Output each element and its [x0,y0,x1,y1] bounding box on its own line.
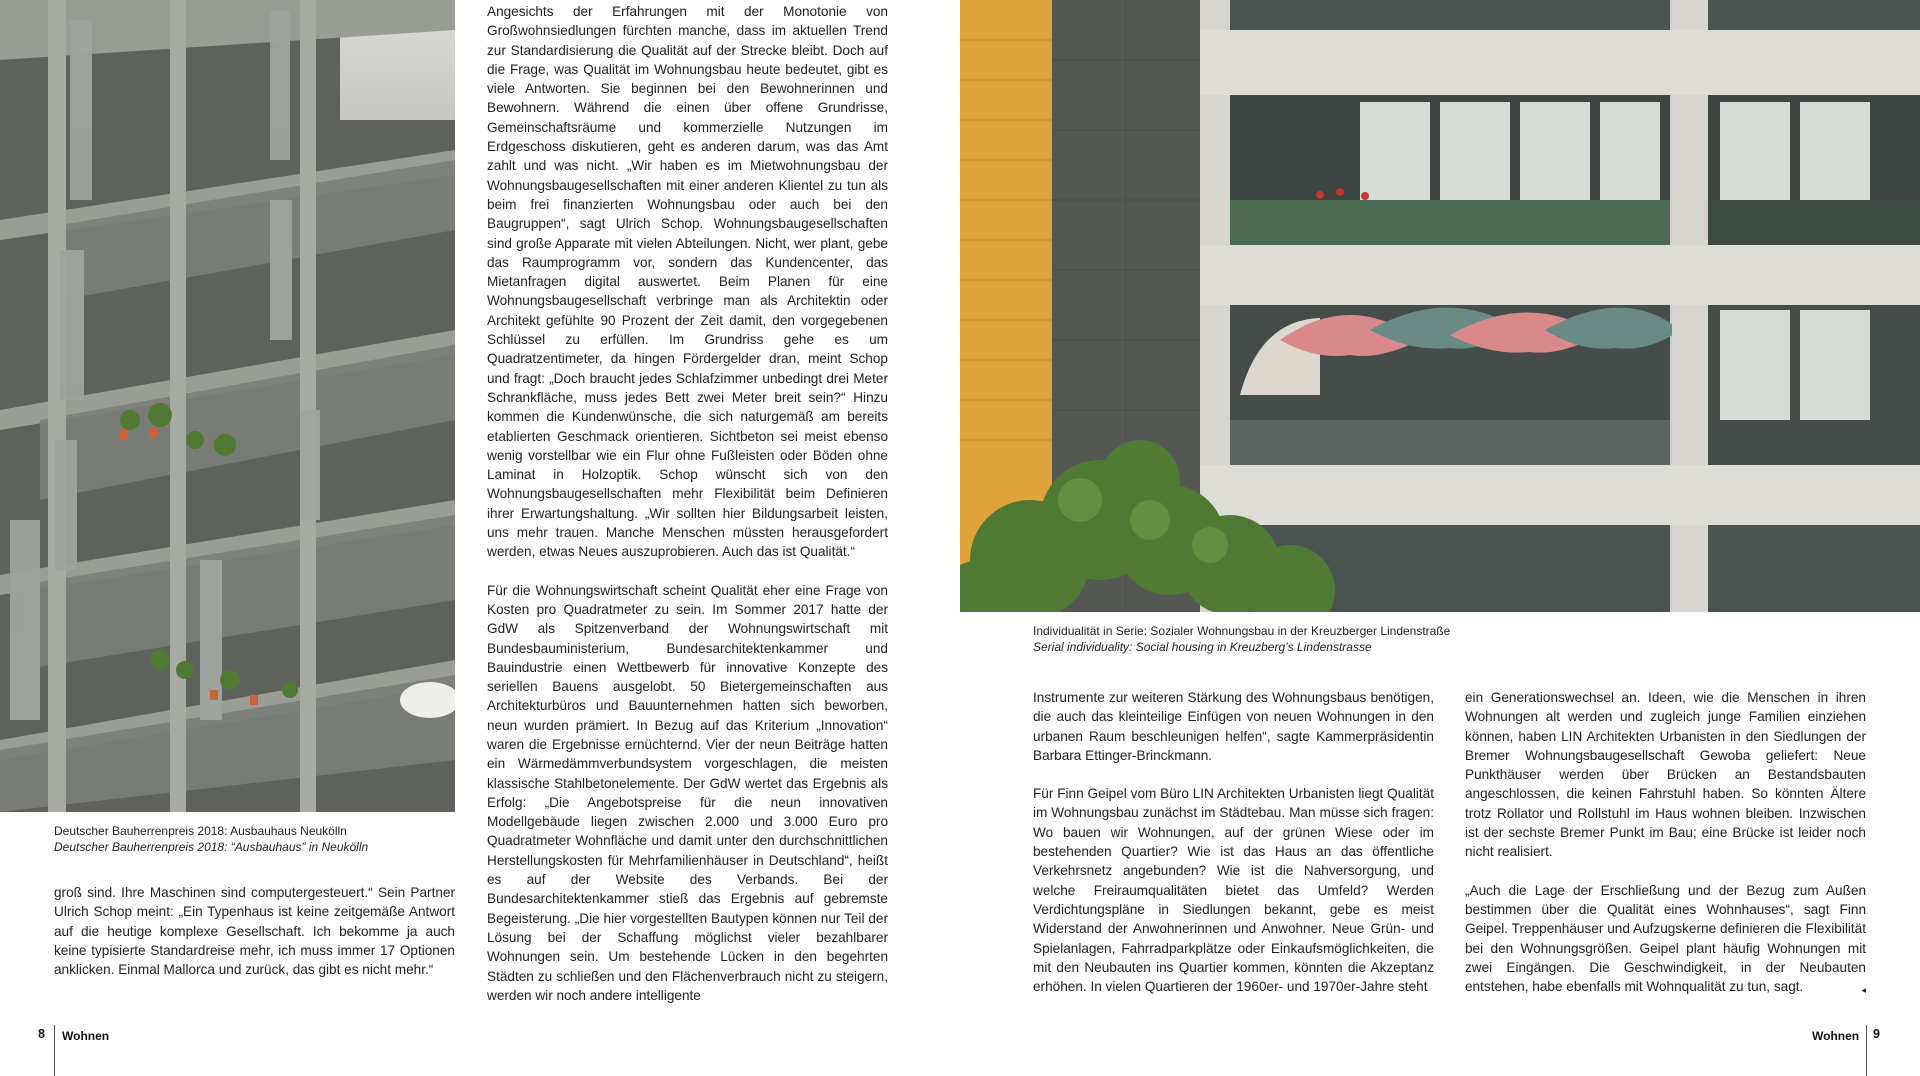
paragraph: ein Generationswechsel an. Ideen, wie die Menschen in ihren Wohnungen alt werden und zugleich junge Familien einziehen können, haben LIN Architekten Urbanisten in den Siedlungen der Bremer Wohnungsbaugesellschaft Gewoba geliefert: Neue Punkthäuser werden über Brücken an Bestandsbauten angeschlossen, die keinen Fahrstuhl haben. So könnten Ältere trotz Rollator und Rollstuhl im Haus wohnen bleiben. Inzwischen ist der sechste Bremer Punkt im Bau; eine Brücke ist leider noch nicht realisiert. [1465,690,1866,860]
page-number: 8 [38,1027,45,1041]
folio-right [1873,1027,1880,1041]
photo-ausbauhaus-image [0,0,455,812]
caption-german: Individualität in Serie: Sozialer Wohnungsbau in der Kreuzberger Lindenstraße [1033,624,1451,638]
text-column-3 [1033,688,1434,1015]
photo-lindenstrasse-image [960,0,1920,612]
caption-english: Serial individuality: Social housing in Kreuzberg’s Lindenstrasse [1033,640,1372,654]
folio-section-right [1812,1029,1859,1043]
photo-ausbauhaus [0,0,455,812]
photo-caption-right [1033,623,1633,655]
paragraph-text: „Auch die Lage der Erschließung und der Bezug zum Außen bestimmen über die Qualität eines Wohnhauses“, sagt Finn Geipel. Treppenhäuser und Aufzugskerne definieren die Flexibilität bei den Wohnungsgrößen. Geipel plant häufig Wohnungen mit zwei Eingängen. Die Geschwindigkeit, in der Neubauten entstehen, habe ebenfalls mit Wohnqualität zu tun, sagt. [1465,882,1866,995]
folio-divider-right [1866,1025,1867,1076]
caption-german: Deutscher Bauherrenpreis 2018: Ausbauhaus Neukölln [54,824,347,838]
folio-divider-left [54,1025,55,1076]
paragraph: Instrumente zur weiteren Stärkung des Wohnungsbaus benötigen, die auch das kleinteilige Einfügen von neuen Wohnungen in den urbanen Raum beschleunigen helfen“, sagte Kammerpräsidentin Barbara Ettinger-Brinckmann. [1033,690,1434,763]
photo-caption-left [54,823,454,855]
text-column-2 [487,2,888,1024]
text-column-1 [54,883,455,998]
section-label: Wohnen [62,1029,110,1043]
paragraph [1465,881,1866,997]
photo-lindenstrasse [960,0,1920,612]
paragraph: Für Finn Geipel vom Büro LIN Architekten Urbanisten liegt Qualität im Wohnungsbau zunächst im Städtebau. Man müsse sich fragen: Wo bauen wir Wohnungen, auf der grünen Wiese oder im bestehenden Quartier? Wie ist das Haus an das öffentliche Verkehrsnetz angebunden? Wie ist die Nahversorgung, und welche Freiraumqualitäten bietet das Umfeld? Werden Verdichtungspläne in Siedlungen bekannt, gebe es meist Widerstand der Anwohnerinnen und Anwohner. Neue Grün- und Spielanlagen, Fahrradparkplätze oder Einkaufsmöglichkeiten, die mit den Neubauten ins Quartier kommen, könnten die Akzeptanz erhöhen. In vielen Quartieren der 1960er- und 1970er-Jahre steht [1033,786,1434,995]
folio-left [38,1027,45,1041]
page-number: 9 [1873,1027,1880,1041]
paragraph: groß sind. Ihre Maschinen sind computergesteuert.“ Sein Partner Ulrich Schop meint: „Ein Typenhaus ist keine zeitgemäße Antwort auf die heutige komplexe Gesellschaft. Ich bekomme ja auch keine typisierte Standardreise mehr, ich muss immer 17 Optionen anklicken. Einmal Mallorca und zurück, das gibt es nicht mehr.“ [54,885,455,978]
paragraph: Angesichts der Erfahrungen mit der Monotonie von Großwohnsiedlungen fürchten manche, dass im aktuellen Trend zur Standardisierung die Qualität auf der Strecke bleibt. Doch auf die Frage, was Qualität im Wohnungsbau heute bedeutet, gibt es viele Antworten. Sie beginnen bei den Bewohnerinnen und Bewohnern. Während die einen über offene Grundrisse, Gemeinschaftsräume und kommerzielle Nutzungen im Erdgeschoss diskutieren, geht es anderen darum, was das Amt zahlt und was nicht. „Wir haben es im Mietwohnungsbau der Wohnungsbaugesellschaften mit einer anderen Klientel zu tun als beim frei finanzierten Wohnungsbau oder auch bei den Baugruppen“, sagt Ulrich Schop. Wohnungsbaugesellschaften sind große Apparate mit vielen Abteilungen. Nicht, wer plant, gebe das Raumprogramm vor, sondern das Kundencenter, das Mietanfragen digital auswertet. Beim Planen für eine Wohnungsbaugesellschaft verbringe man als Architektin oder Architekt gefühlte 90 Prozent der Zeit damit, den vorgegebenen Schlüssel zu erfüllen. Im Grundriss gehe es um Quadratzentimeter, da hingen Fördergelder dran, meint Schop und fragt: „Doch braucht jedes Schlafzimmer unbedingt drei Meter Schrankfläche, muss jedes Bett zwei Meter breit sein?“ Hinzu kommen die Kundenwünsche, die sich naturgemäß am bereits etablierten Geschmack orientieren. Sichtbeton sei meist ebenso wenig vorstellbar wie ein Flur ohne Fußleisten oder Böden ohne Laminat in Holzoptik. Schop wünscht sich von den Wohnungsbaugesellschaften mehr Flexibilität beim Definieren ihrer Erwartungshaltung. „Wir sollten hier Bildungsarbeit leisten, uns mehr trauen. Manche Menschen müssten herausgefordert werden, etwas Neues auszuprobieren. Auch das ist Qualität.“ [487,4,888,560]
text-column-4 [1465,688,1866,1015]
caption-english: Deutscher Bauherrenpreis 2018: “Ausbauhaus” in Neukölln [54,840,369,854]
folio-section-left [62,1029,109,1043]
section-label: Wohnen [1812,1029,1860,1043]
paragraph: Für die Wohnungswirtschaft scheint Qualität eher eine Frage von Kosten pro Quadratmeter zu sein. Im Sommer 2017 hatte der GdW als Spitzenverband der Wohnungswirtschaft mit Bundesbauministerium, Bundesarchitektenkammer und Bauindustrie einen Wettbewerb für innovative Konzepte des seriellen Bauens ausgelobt. 50 Bietergemeinschaften aus Architekturbüros und Bauunternehmen hatten sich beworben, neun wurden prämiert. In Bezug auf das Kriterium „Innovation“ waren die Ergebnisse ernüchternd. Vier der neun Beiträge hatten ein Wärmedämmverbundsystem vorgeschlagen, die meisten klassische Stahlbetonelemente. Der GdW wertet das Ergebnis als Erfolg: „Die Angebotspreise für die neun innovativen Modellgebäude liegen zwischen 2.000 und 3.000 Euro pro Quadratmeter Wohnfläche und damit unter den durchschnittlichen Herstellungskosten für Mehrfamilienhäuser in Deutschland“, heißt es auf der Website des Verbands. Bei der Bundesarchitektenkammer stieß das Ergebnis auf gebremste Begeisterung. „Die hier vorgestellten Bautypen können nur Teil der Lösung bei der Schaffung möglichst vieler bezahlbarer Wohnungen sein. Um bestehende Lücken in den begehrten Städten zu schließen und den Flächenverbrauch nicht zu steigern, werden wir noch andere intelligente [487,582,888,1003]
end-of-article-mark: ◂ [1861,985,1866,996]
